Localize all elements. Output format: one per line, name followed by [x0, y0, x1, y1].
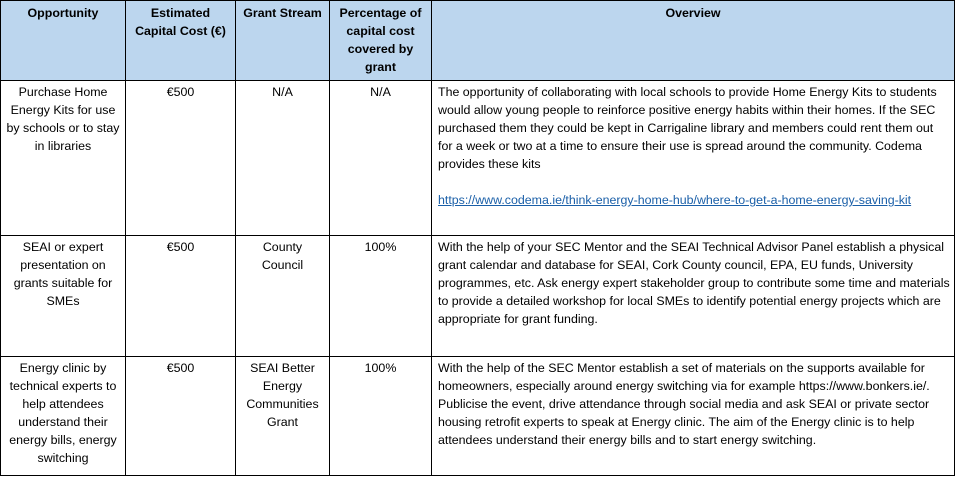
- header-estimated-cost: Estimated Capital Cost (€): [126, 1, 236, 81]
- table-row: [1, 357, 955, 476]
- header-grant-stream: Grant Stream: [236, 1, 330, 81]
- cell-percentage: 100%: [330, 357, 432, 476]
- cell-overview: [432, 81, 955, 236]
- codema-link[interactable]: https://www.codema.ie/think-energy-home-hub/where-to-get-a-home-energy-saving-kit: [438, 193, 912, 207]
- cell-overview: With the help of the SEC Mentor establish a set of materials on the supports available for homeowners, especially around energy switching via for example https://www.bonkers.ie/. Publicise the event, drive attendance through social media and ask SEAI or private sector housing retrofit experts to speak at Energy clinic. The aim of the Energy clinic is to help attendees understand their energy bills and to start energy switching.: [432, 357, 955, 476]
- header-row: [1, 1, 955, 81]
- table-row: [1, 236, 955, 357]
- cell-overview: With the help of your SEC Mentor and the SEAI Technical Advisor Panel establish a physical grant calendar and database for SEAI, Cork County council, EPA, EU funds, University programmes, etc. Ask energy expert stakeholder group to contribute some time and materials to provide a detailed workshop for local SMEs to identify potential energy projects which are appropriate for grant funding.: [432, 236, 955, 357]
- cell-percentage: 100%: [330, 236, 432, 357]
- table-row: [1, 81, 955, 236]
- cell-cost: €500: [126, 236, 236, 357]
- cell-cost: €500: [126, 357, 236, 476]
- overview-text: The opportunity of collaborating with local schools to provide Home Energy Kits to students would allow young people to reinforce positive energy habits within their homes. If the SEC purchased them they could be kept in Carrigaline library and members could rent them out for a week or two at a time to ensure their use is spread around the community. Codema provides these kits: [438, 85, 937, 171]
- cell-grant-stream: SEAI Better Energy Communities Grant: [236, 357, 330, 476]
- cell-opportunity: Purchase Home Energy Kits for use by schools or to stay in libraries: [1, 81, 126, 236]
- cell-opportunity: Energy clinic by technical experts to help attendees understand their energy bills, energy switching: [1, 357, 126, 476]
- cell-opportunity: SEAI or expert presentation on grants suitable for SMEs: [1, 236, 126, 357]
- header-overview: Overview: [432, 1, 955, 81]
- cell-grant-stream: N/A: [236, 81, 330, 236]
- header-percentage: Percentage of capital cost covered by grant: [330, 1, 432, 81]
- cell-grant-stream: County Council: [236, 236, 330, 357]
- header-opportunity: Opportunity: [1, 1, 126, 81]
- cell-percentage: N/A: [330, 81, 432, 236]
- cell-cost: €500: [126, 81, 236, 236]
